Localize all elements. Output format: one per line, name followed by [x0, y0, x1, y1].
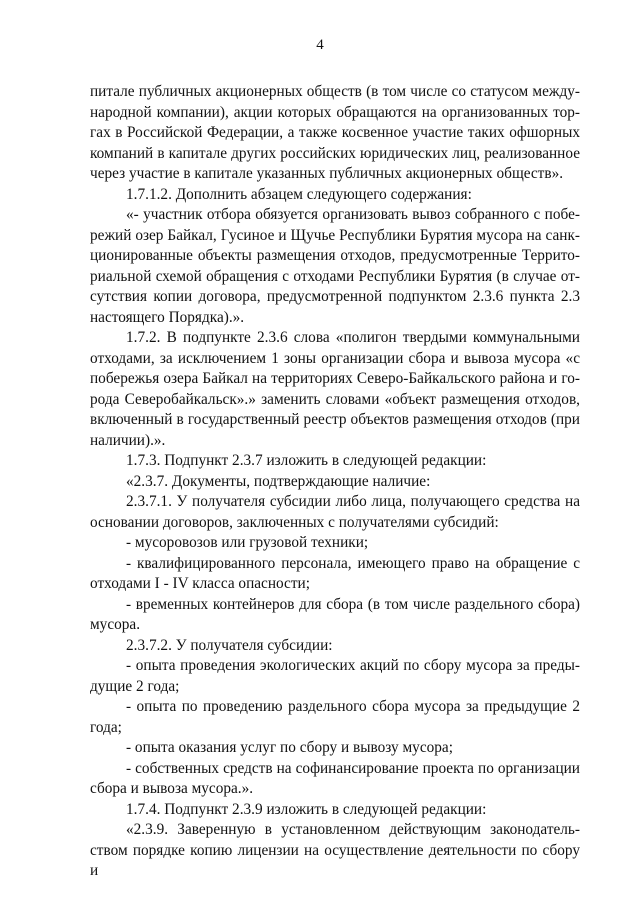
text-line: наличии).».	[90, 431, 166, 449]
text-line: гах в Российской Федерации, а также косвенное участие таких офшорных	[90, 124, 580, 141]
text-line: включенный в государственный реестр объектов размещения отходов (при	[90, 411, 580, 428]
text-line: риальной схемой обращения с отходами Республики Бурятия (в случае от-	[90, 267, 580, 285]
text-line: «2.3.9. Заверенную в установленном действующим законодатель-	[126, 821, 580, 838]
text-line: «- участник отбора обязуется организовать вывоз собранного с побе-	[126, 206, 580, 223]
text-line: - квалифицированного персонала, имеющего право на обращение с	[126, 554, 580, 572]
text-line: отходами I - IV класса опасности;	[90, 575, 310, 592]
text-line: - опыта оказания услуг по сбору и вывозу мусора;	[126, 739, 453, 756]
text-line: рода Северобайкальск».» заменить словами «объект размещения отходов,	[90, 390, 580, 408]
text-line: сбора и вывоза мусора.».	[90, 780, 254, 797]
text-line: 1.7.1.2. Дополнить абзацем следующего содержания:	[126, 185, 472, 203]
text-line: 1.7.3. Подпункт 2.3.7 изложить в следующей редакции:	[126, 452, 487, 469]
text-line: отходами, за исключением 1 зоны организации сбора и вывоза мусора «с	[90, 349, 580, 367]
text-line: питале публичных акционерных обществ (в том числе со статусом между-	[90, 83, 580, 100]
document-body	[90, 82, 580, 882]
text-line: 2.3.7.1. У получателя субсидии либо лица, получающего средства на	[126, 493, 580, 510]
text-line: режий озер Байкал, Гусиное и Щучье Республики Бурятия мусора на санк-	[90, 226, 580, 244]
text-line: года;	[90, 718, 122, 736]
text-line: дущие 2 года;	[90, 677, 180, 695]
text-line: народной компании), акции которых обращаются на организованных тор-	[90, 103, 580, 121]
text-line: ством порядке копию лицензии на осуществление деятельности по сбору и	[90, 841, 580, 879]
text-line: - временных контейнеров для сбора (в том числе раздельного сбора)	[126, 595, 580, 613]
text-line: 1.7.2. В подпункте 2.3.6 слова «полигон твердыми коммунальными	[126, 329, 580, 346]
text-line: сутствия копии договора, предусмотренной подпунктом 2.3.6 пункта 2.3	[90, 288, 580, 305]
page-number: 4	[316, 37, 324, 53]
text-line: настоящего Порядка).».	[90, 308, 245, 326]
text-line: - мусоровозов или грузовой техники;	[126, 534, 369, 551]
text-line: 1.7.4. Подпункт 2.3.9 изложить в следующей редакции:	[126, 800, 487, 818]
text-line: - собственных средств на софинансирование проекта по организации	[126, 759, 580, 777]
text-line: ционированные объекты размещения отходов, предусмотренные Террито-	[90, 247, 580, 264]
text-line: побережья озера Байкал на территориях Северо-Байкальского района и го-	[90, 370, 580, 387]
text-line: через участие в капитале указанных публичных акционерных обществ».	[90, 165, 564, 182]
text-line: - опыта проведения экологических акций по сбору мусора за преды-	[126, 657, 580, 674]
text-line: 2.3.7.2. У получателя субсидии:	[126, 636, 333, 654]
text-line: мусора.	[90, 616, 141, 633]
text-line: основании договоров, заключенных с получателями субсидий:	[90, 513, 499, 531]
text-line: компаний в капитале других российских юридических лиц, реализованное	[90, 144, 580, 162]
text-line: «2.3.7. Документы, подтверждающие наличие:	[126, 472, 431, 490]
text-line: - опыта по проведению раздельного сбора мусора за предыдущие 2	[126, 698, 580, 715]
